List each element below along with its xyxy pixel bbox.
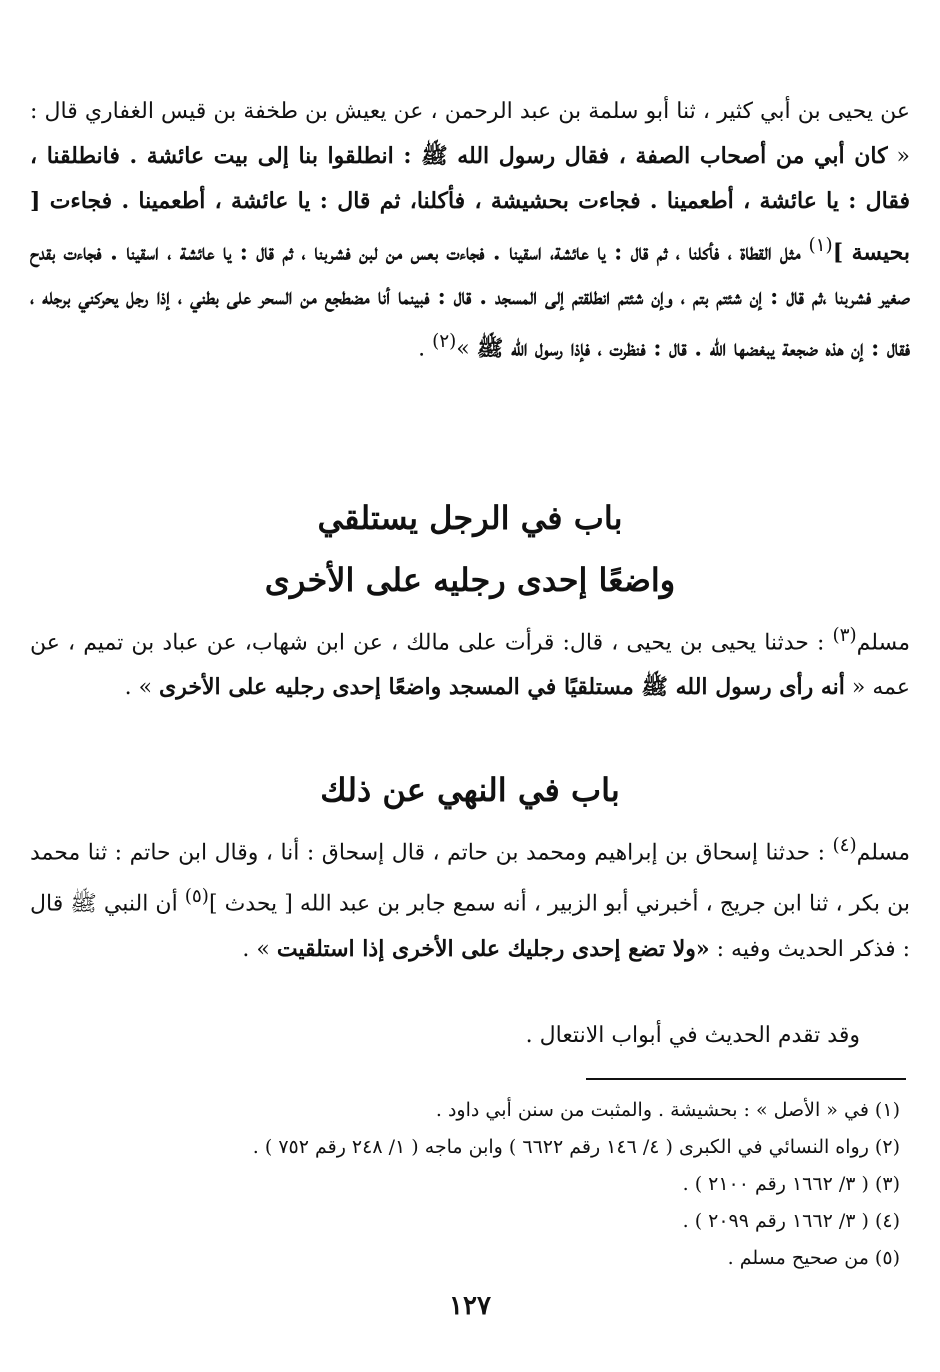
footnote-separator bbox=[586, 1078, 906, 1080]
hadith-matn-continued: مثل القطاة ، فأكلنا ، ثم قال : يا عائشة، اسقينا . فجاءت بعس من لبن فشربنا ، ثم قال : يا عائشة ، اسقينا . فجاءت بقدح صغير فشربنا ،ثم قال : إن شئتم بتم ، وإن شئتم انطلقتم إلى المسجد . قال : فبينما أنا مضطجع من السحر على بطني ، إذا رجل يحركني برجله ، فقال : إن هذه ضجعة يبغضها الله . قال : فنظرت ، فإذا رسول الله ﷺ bbox=[30, 239, 910, 362]
footnote-4: (٤) ( ٣/ ١٦٦٢ رقم ٢٠٩٩ ) . bbox=[682, 1210, 900, 1232]
cross-reference-note: وقد تقدم الحديث في أبواب الانتعال . bbox=[525, 1023, 860, 1048]
hadith-paragraph-3 bbox=[30, 824, 910, 972]
sentence-end: » . bbox=[242, 936, 270, 962]
footnote-3: (٣) ( ٣/ ١٦٦٢ رقم ٢١٠٠ ) . bbox=[682, 1173, 900, 1195]
page-number: ١٢٧ bbox=[449, 1291, 491, 1321]
footnote-ref-1[interactable]: (١) bbox=[808, 235, 833, 256]
chapter-heading-line-1: باب في الرجل يستلقي bbox=[317, 499, 623, 537]
isnad-text-continued: أن النبي ﷺ قال : فذكر الحديث وفيه : bbox=[30, 891, 910, 962]
hadith-matn: أنه رأى رسول الله ﷺ مستلقيًا في المسجد واضعًا إحدى رجليه على الأخرى bbox=[159, 674, 845, 701]
closing-quote: » bbox=[456, 336, 470, 362]
footnote-2: (٢) رواه النسائي في الكبرى ( ٤/ ١٤٦ رقم ٦٦٢٢ ) وابن ماجه ( ١/ ٢٤٨ رقم ٧٥٢ ) . bbox=[252, 1136, 900, 1158]
footnote-ref-3[interactable]: (٣) bbox=[832, 625, 857, 646]
footnote-1: (١) في « الأصل » : بحشيشة . والمثبت من سنن أبي داود . bbox=[435, 1099, 900, 1121]
source-name: مسلم bbox=[856, 630, 910, 656]
chapter-heading-line-2: واضعًا إحدى رجليه على الأخرى bbox=[264, 561, 676, 599]
hadith-paragraph-1 bbox=[30, 90, 910, 372]
sentence-end: . bbox=[418, 336, 433, 362]
hadith-paragraph-2 bbox=[30, 614, 910, 710]
footnotes-list bbox=[40, 1092, 900, 1277]
source-name: مسلم bbox=[856, 840, 910, 866]
isnad-text: : حدثنا إسحاق بن إبراهيم ومحمد بن حاتم ، قال إسحاق : أنا ، وقال ابن حاتم : ثنا محمد بن بكر ، ثنا ابن جريج ، أخبرني أبو الزبير ، أنه سمع جابر بن عبد الله [ يحدث ] bbox=[30, 840, 910, 917]
isnad-text: : حدثنا يحيى بن يحيى ، قال: قرأت على مالك ، عن ابن شهاب، عن عباد بن تميم ، عن عمه « bbox=[30, 630, 910, 701]
footnote-ref-4[interactable]: (٤) bbox=[832, 835, 857, 856]
footnote-ref-2[interactable]: (٢) bbox=[432, 331, 457, 353]
footnote-ref-5[interactable]: (٥) bbox=[184, 886, 209, 908]
sentence-end: » . bbox=[124, 675, 153, 701]
footnote-5: (٥) من صحيح مسلم . bbox=[727, 1247, 900, 1269]
isnad-text: عن يحيى بن أبي كثير ، ثنا أبو سلمة بن عبد الرحمن ، عن يعيش بن طخفة بن قيس الغفاري قال : « bbox=[30, 99, 910, 169]
chapter-heading-3: باب في النهي عن ذلك bbox=[320, 771, 620, 809]
hadith-matn: كان أبي من أصحاب الصفة ، فقال رسول الله ﷺ : انطلقوا بنا إلى بيت عائشة . فانطلقنا ، فقال : يا عائشة ، أطعمينا . فجاءت بحشيشة ، فأكلنا، ثم قال : يا عائشة ، أطعمينا . فجاءت [ بحيسة ] bbox=[30, 143, 910, 266]
hadith-matn: «ولا تضع إحدى رجليك على الأخرى إذا استلقيت bbox=[276, 935, 710, 962]
